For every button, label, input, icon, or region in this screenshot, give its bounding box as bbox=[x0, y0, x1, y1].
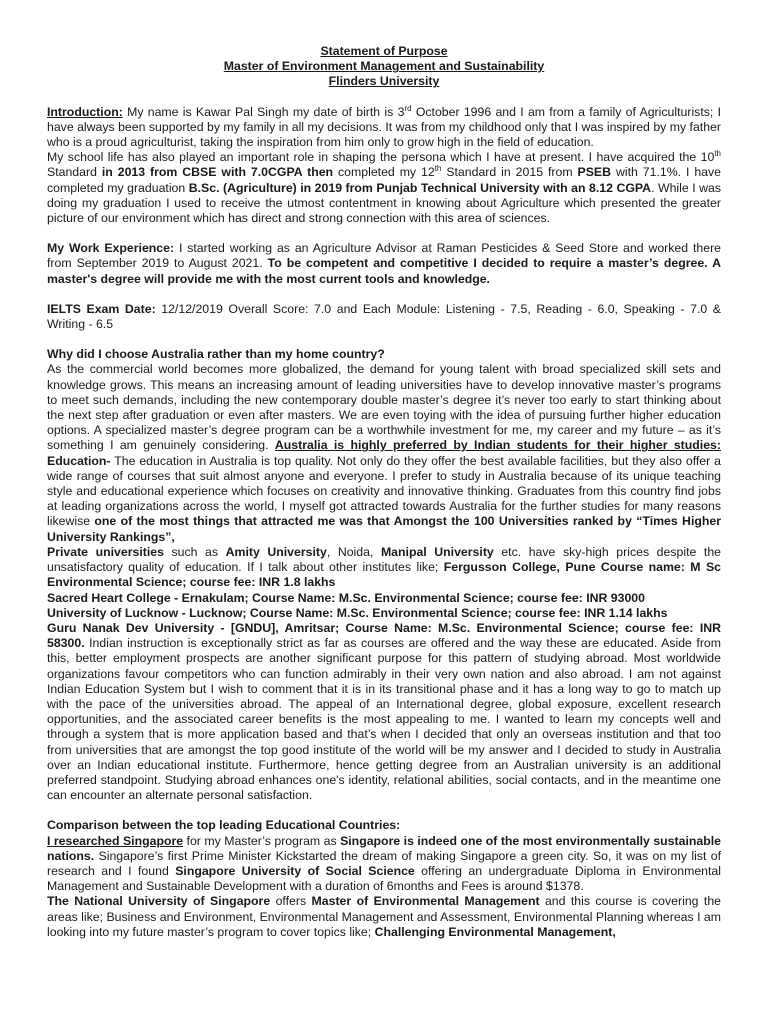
ielts-paragraph: IELTS Exam Date: 12/12/2019 Overall Score: 7.0 and Each Module: Listening - 7.5, Reading - 6.0, Speaking - 7.0 & Writing - 6.5 bbox=[47, 301, 721, 332]
intro-label: Introduction: bbox=[47, 104, 123, 119]
spacer bbox=[47, 803, 721, 818]
document-title: Statement of Purpose bbox=[320, 44, 448, 58]
sacred-heart-line: Sacred Heart College - Ernakulam; Course Name: M.Sc. Environmental Science; course fee: INR 93000 bbox=[47, 590, 645, 605]
spacer bbox=[47, 226, 721, 241]
program-title: Master of Environment Management and Sustainability bbox=[223, 59, 545, 74]
title-block bbox=[47, 44, 721, 90]
university-title: Flinders University bbox=[328, 74, 440, 89]
ielts-label: IELTS Exam Date: bbox=[47, 301, 156, 316]
australia-heading: Why did I choose Australia rather than my home country? bbox=[47, 347, 385, 362]
comparison-heading: Comparison between the top leading Educational Countries: bbox=[47, 818, 401, 833]
spacer bbox=[47, 332, 721, 347]
australia-paragraph-1: As the commercial world becomes more globalized, the demand for young talent with broad specialized skill sets and knowledge grows. This means an increasing amount of leading universities have to develop innovative master’s programs to meet such demands, including the new contemporary double master’s degree it’s never too early to start thinking about the next step after graduation or even after masters. We are even toying with the idea of pursuing further higher education options. A specialized master’s degree program can be a worthwhile investment for me, my career and my future – as it’s something I am genuinely considering. Australia is highly preferred by Indian students for their higher studies: Education- The education in Australia is top quality. Not only do they offer the best available facilities, but they also offer a wide range of courses that suit almost anyone and everyone. I prefer to study in Australia because of its unique teaching style and educational experience which focuses on creativity and innovative thinking. Graduates from this country find jobs at leading organizations across the world, I myself got attracted towards Australia for the further studies for many reasons likewise one of the most things that attracted me was that Amongst the 100 Universities ranked by “Times Higher University Rankings”, bbox=[47, 362, 722, 544]
work-label: My Work Experience: bbox=[47, 241, 175, 256]
intro-paragraph: Introduction: My name is Kawar Pal Singh my date of birth is 3rd October 1996 and I am from a family of Agriculturists; I have always been supported by my family in all my decisions. It was from my childhood only that I was inspired by my father who is a proud agriculturist, taking the inspiration from him only to grow high in the field of education. bbox=[47, 103, 721, 150]
school-paragraph: My school life has also played an important role in shaping the persona which I have at present. I have acquired the 10th Standard in 2013 from CBSE with 7.0CGPA then completed my 12th Standard in 2015 from PSEB with 71.1%. I have completed my graduation B.Sc. (Agriculture) in 2019 from Punjab Technical University with an 8.12 CGPA. While I was doing my graduation I used to receive the utmost contentment in knowing about Agriculture which presented the greater picture of our environment which has direct and strong connection with this area of sciences. bbox=[47, 149, 722, 226]
singapore-paragraph: I researched Singapore for my Master’s program as Singapore is indeed one of the most environmentally sustainable nations. Singapore’s first Prime Minister Kickstarted the dream of making Singapore a green city. So, it was on my list of research and I found Singapore University of Social Science offering an undergraduate Diploma in Environmental Management and Sustainable Development with a duration of 6months and Fees is around $1378. bbox=[47, 833, 721, 894]
gndu-paragraph: Guru Nanak Dev University - [GNDU], Amritsar; Course Name: M.Sc. Environmental Science; course fee: INR 58300. Indian instruction is exceptionally strict as far as courses are offered and the way these are educated. Aside from this, better employment prospects are another significant purpose for this pattern of studying abroad. Most worldwide organizations favour competitors who can function admirably in their very own nation and also abroad. I am not against Indian Education System but I wish to comment that it is in its transitional phase and it has a long way to go to match up with the pace of the universities abroad. The appeal of an International degree, global exposure, excellent research opportunities, and the associated career benefits is the most appealing to me. I wanted to learn my concepts well and through a system that is more application based and that’s when I decided that only an overseas institution and that too from universities that are amongst the top good institute of the world will be my answer and I decided to study in Australia over an Indian educational institute. Furthermore, hence getting degree from an Australian university is an additional preferred standpoint. Studying abroad enhances one's identity, relational abilities, social contacts, and in the meantime one can encounter an alternate personal satisfaction. bbox=[47, 620, 721, 803]
lucknow-line: University of Lucknow - Lucknow; Course Name: M.Sc. Environmental Science; course fee: INR 1.14 lakhs bbox=[47, 605, 668, 620]
nus-paragraph: The National University of Singapore offers Master of Environmental Management and this course is covering the areas like; Business and Environment, Environmental Management and Assessment, Environmental Planning whereas I am looking into my future master’s program to cover topics like; Challenging Environmental Management, bbox=[47, 894, 721, 939]
work-experience-paragraph: My Work Experience: I started working as an Agriculture Advisor at Raman Pesticides & Seed Store and worked there from September 2019 to August 2021. To be competent and competitive I decided to require a master’s degree. A master's degree will provide me with the most current tools and knowledge. bbox=[47, 241, 721, 286]
spacer bbox=[47, 287, 721, 302]
australia-paragraph-2: Private universities such as Amity University, Noida, Manipal University etc. have sky-high prices despite the unsatisfactory quality of education. If I talk about other institutes like; Fergusson College, Pune Course name: M Sc Environmental Science; course fee: INR 1.8 lakhs bbox=[47, 544, 722, 590]
